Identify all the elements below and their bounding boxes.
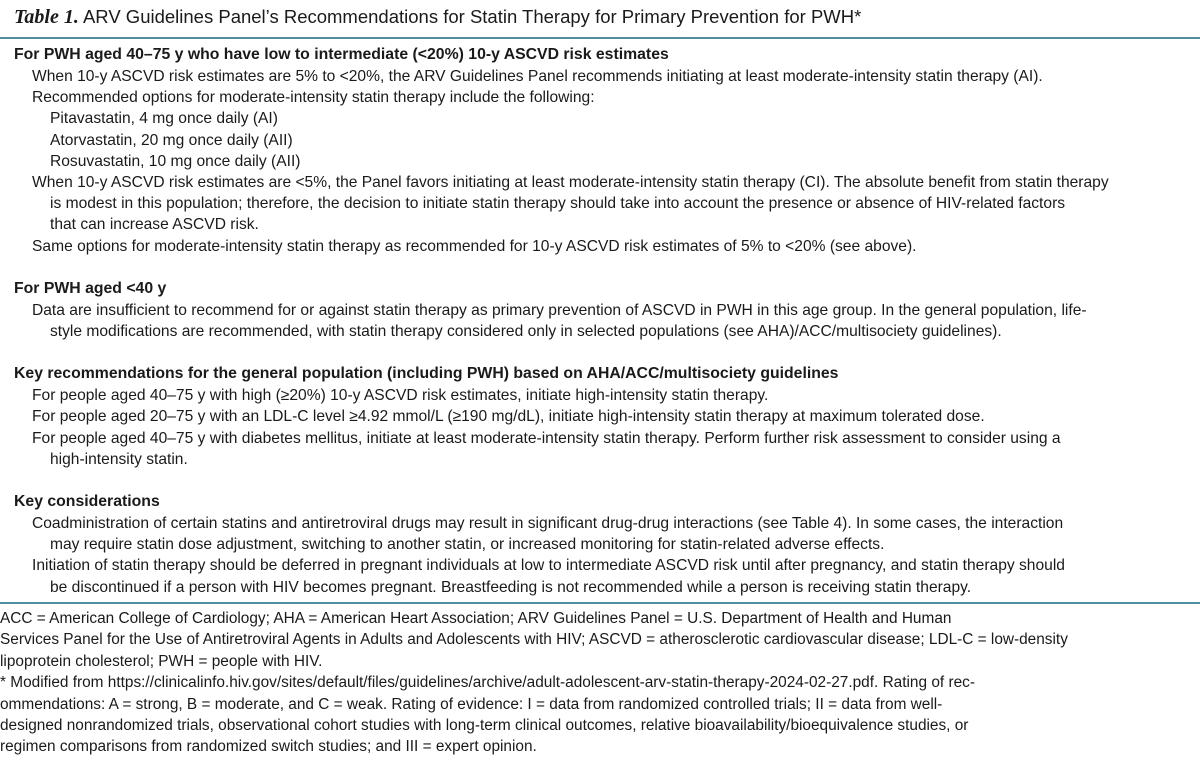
recommendation-line: Data are insufficient to recommend for or against statin therapy as primary prevention of ASCVD in PWH in this age group. In the general population, life- xyxy=(32,301,1087,319)
table-section xyxy=(0,278,1200,342)
table-section xyxy=(0,363,1200,470)
section-heading: For PWH aged <40 y xyxy=(14,279,167,297)
section-heading: Key recommendations for the general population (including PWH) based on AHA/ACC/multisociety guidelines xyxy=(14,365,839,383)
recommendation-line: Coadministration of certain statins and antiretroviral drugs may result in significant drug-drug interactions (see Table 4). In some cases, the interaction xyxy=(32,515,1064,533)
table-label: Table 1. xyxy=(14,6,79,28)
drug-option: Pitavastatin, 4 mg once daily (AI) xyxy=(50,110,278,128)
recommendation-continuation: is modest in this population; therefore, the decision to initiate statin therapy should take into account the presence or absence of HIV-related factors xyxy=(50,195,1066,213)
section-heading: For PWH aged 40–75 y who have low to intermediate (<20%) 10-y ASCVD risk estimates xyxy=(14,46,669,63)
recommendation-continuation: that can increase ASCVD risk. xyxy=(50,216,259,234)
recommendation-line: For people aged 40–75 y with diabetes mellitus, initiate at least moderate-intensity statin therapy. Perform further risk assessment to consider using a xyxy=(32,429,1061,447)
recommendation-continuation: may require statin dose adjustment, switching to another statin, or increased monitoring for statin-related adverse effects. xyxy=(50,536,885,554)
drug-option: Atorvastatin, 20 mg once daily (AII) xyxy=(50,131,293,149)
drug-option: Rosuvastatin, 10 mg once daily (AII) xyxy=(50,152,301,170)
recommendation-continuation: style modifications are recommended, with statin therapy considered only in selected populations (see AHA)/ACC/multisociety guidelines). xyxy=(50,323,1002,341)
recommendation-line: When 10-y ASCVD risk estimates are 5% to <20%, the ARV Guidelines Panel recommends initiating at least moderate-intensity statin therapy (AI). xyxy=(32,68,1043,85)
recommendation-line: Same options for moderate-intensity statin therapy as recommended for 10-y ASCVD risk estimates of 5% to <20% (see above). xyxy=(32,237,917,255)
section-heading: Key considerations xyxy=(14,493,160,511)
abbreviations-footnote-line: ACC = American College of Cardiology; AHA = American Heart Association; ARV Guidelines Panel = U.S. Department of Health and Human xyxy=(0,610,952,627)
recommendation-line: When 10-y ASCVD risk estimates are <5%, the Panel favors initiating at least moderate-intensity statin therapy (CI). The absolute benefit from statin therapy xyxy=(32,174,1109,192)
source-footnote-line: ommendations: A = strong, B = moderate, and C = weak. Rating of evidence: I = data from randomized controlled trials; II = data from well- xyxy=(0,695,943,713)
abbreviations-footnote-line: Services Panel for the Use of Antiretroviral Agents in Adults and Adolescents with HIV; ASCVD = atherosclerotic cardiovascular disease; LDL-C = low-density xyxy=(0,631,1068,649)
recommendation-continuation: high-intensity statin. xyxy=(50,450,188,468)
recommendations-table xyxy=(0,44,1200,619)
table-title: ARV Guidelines Panel’s Recommendations for Statin Therapy for Primary Prevention for PWH* xyxy=(82,6,862,27)
table-caption xyxy=(14,6,861,29)
source-footnote-line: regimen comparisons from randomized switch studies; and III = expert opinion. xyxy=(0,738,537,756)
source-footnote-line: designed nonrandomized trials, observational cohort studies with long-term clinical outcomes, relative bioavailability/bioequivalence studies, or xyxy=(0,717,969,735)
recommendation-line: Recommended options for moderate-intensity statin therapy include the following: xyxy=(32,89,595,107)
abbreviations-footnote-line: lipoprotein cholesterol; PWH = people with HIV. xyxy=(0,652,323,670)
source-footnote-line: * Modified from https://clinicalinfo.hiv.gov/sites/default/files/guidelines/archive/adult-adolescent-arv-statin-therapy-2024-02-27.pdf. Rating of rec- xyxy=(0,674,975,692)
table-section xyxy=(0,44,1200,257)
recommendation-line: For people aged 40–75 y with high (≥20%) 10-y ASCVD risk estimates, initiate high-intensity statin therapy. xyxy=(32,387,769,405)
recommendation-line: For people aged 20–75 y with an LDL-C level ≥4.92 mmol/L (≥190 mg/dL), initiate high-intensity statin therapy at maximum tolerated dose. xyxy=(32,408,985,426)
recommendation-continuation: be discontinued if a person with HIV becomes pregnant. Breastfeeding is not recommended while a person is receiving statin therapy. xyxy=(50,578,972,596)
table-footnotes xyxy=(0,608,1200,758)
bottom-rule xyxy=(0,602,1200,604)
recommendation-line: Initiation of statin therapy should be deferred in pregnant individuals at low to intermediate ASCVD risk until after pregnancy, and statin therapy should xyxy=(32,557,1065,575)
top-rule xyxy=(0,37,1200,39)
table-section xyxy=(0,491,1200,598)
